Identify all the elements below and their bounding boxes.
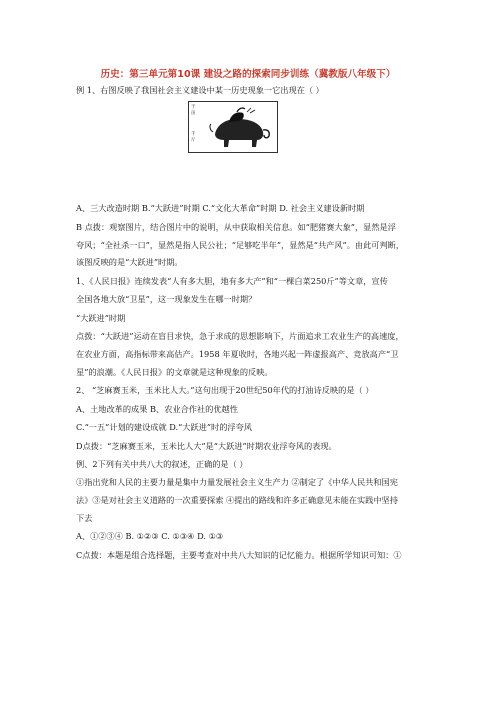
statements-line: ①指出党和人民的主要力量是集中力量发展社会主义生产力 ②制定了《中华人民共和国宪: [76, 477, 398, 487]
options-example-2: A、①②③④ B. ①②③ C. ①③④ D. ①③: [76, 531, 224, 541]
explanation-line: D点拨：“芝麻赛玉米，玉米比人大”是“大跃进”时期农业浮夸风的表现。: [76, 441, 337, 451]
explanation-line: C点拨：本题是组合选择题，主要考查对中共八大知识的记忆能力。根据所学知识可知：①: [76, 550, 402, 560]
explanation-line: 在农业方面，高指标带来高估产。1958 年夏收时，各地兴起一阵虚报高产、竞放高产“卫: [76, 349, 399, 359]
options-question-2: C.“一五”计划的建设成就 D.“大跃进”时的浮夸风: [76, 422, 252, 432]
explanation-line: 点拨：“大跃进”运动在盲目求快，急于求成的思想影响下，片面追求工农业生产的高速度，: [76, 331, 404, 341]
figure-caption-top: 于 亩: [191, 105, 196, 116]
explanation-line: 该图反映的是“大跃进”时期。: [76, 257, 183, 267]
question-example-1: 例 1、右图反映了我国社会主义建设中某一历史现象一它出现在（ ）: [76, 85, 324, 95]
statements-line: 法》③是对社会主义道路的一次重要探索 ④提出的路线和许多正确意见未能在实践中坚持: [76, 495, 398, 505]
document-title: 历史：第三单元第10课 建设之路的探索同步训练（冀教版八年级下）: [100, 69, 396, 80]
options-question-2: A、土地改革的成果 B、农业合作社的优越性: [76, 404, 238, 414]
figure-caption-bottom: 千 斤: [191, 132, 196, 143]
question-2: 2、 “芝麻赛玉米，玉米比人大。”这句出现于20世纪50年代的打油诗反映的是（ ）: [76, 385, 374, 395]
question-1: 1、《人民日报》连续发表“人有多大胆，地有多大产”和“一棵白菜250斤”等文章，宣传: [76, 276, 388, 286]
explanation-line: B 点拨：观察图片，结合图片中的说明，从中获取相关信息。如“肥猪赛大象”，显然是浮: [76, 222, 396, 232]
answer-1: “大跃进”时期: [76, 313, 126, 323]
explanation-line: 夸风；“全社杀一口”，显然是指人民公社；“足够吃半年”，显然是“共产风”。由此可判断，: [76, 240, 405, 250]
cartoon-figure: [188, 101, 278, 153]
explanation-line: 星”的浪潮。《人民日报》的文章就是这种现象的反映。: [76, 367, 273, 377]
question-example-2: 例、2下列有关中共八大的叙述，正确的是（ ）: [76, 459, 248, 469]
pig-elephant-cartoon-icon: [207, 106, 273, 148]
options-example-1: A、三大改造时期 B.“大跃进”时期 C.“文化大革命”时期 D. 社会主义建设新时期: [76, 203, 365, 213]
statements-line: 下去: [76, 513, 93, 523]
question-1-continued: 全国各地大放“卫星”，这一现象发生在哪一时期？: [76, 294, 257, 304]
